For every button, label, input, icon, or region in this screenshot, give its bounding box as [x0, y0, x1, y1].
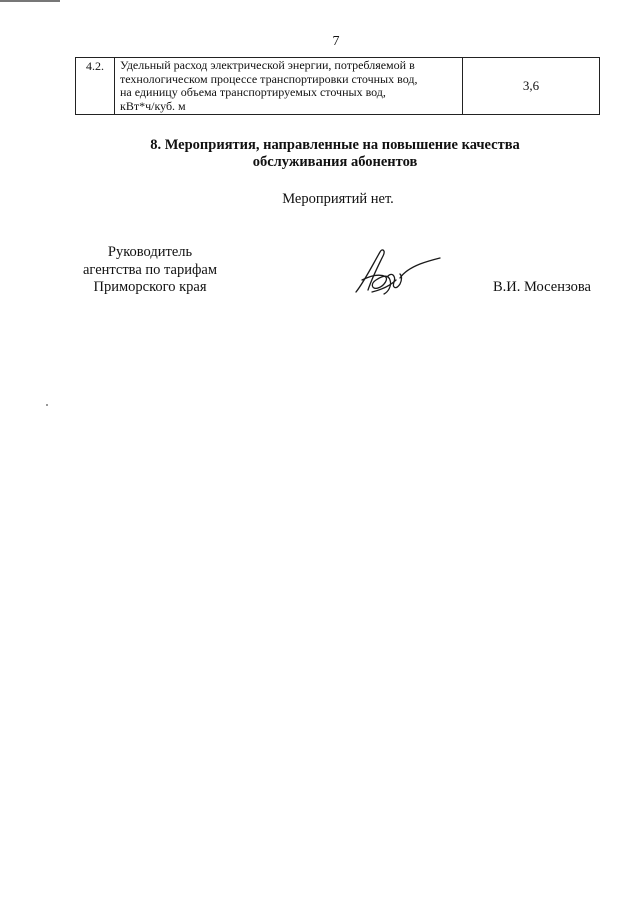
- description-line: на единицу объема транспортируемых сточных вод,: [120, 85, 386, 99]
- handwritten-signature: [350, 246, 442, 302]
- scan-speck: [46, 404, 48, 406]
- row-value-cell: 3,6: [463, 58, 600, 115]
- section-heading-line: 8. Мероприятия, направленные на повышение качества: [150, 137, 520, 153]
- description-line: кВт*ч/куб. м: [120, 98, 186, 113]
- description-line: Удельный расход электрической энергии, потребляемой в: [120, 58, 415, 72]
- signer-position-line: Приморского края: [93, 279, 207, 295]
- row-description-cell: [115, 58, 463, 115]
- signer-name: В.И. Мосензова: [493, 279, 591, 295]
- section-heading-line: обслуживания абонентов: [252, 154, 418, 170]
- section-body-text: Мероприятий нет.: [282, 191, 394, 207]
- description-line: технологическом процессе транспортировки сточных вод,: [120, 71, 418, 86]
- signer-position: [60, 244, 240, 297]
- row-number-cell: 4.2.: [76, 58, 115, 115]
- page-number: 7: [332, 34, 340, 49]
- signer-position-line: Руководитель: [107, 244, 193, 260]
- signer-position-line: агентства по тарифам: [83, 261, 217, 278]
- section-heading: [120, 137, 550, 171]
- scan-edge-mark: [0, 0, 60, 2]
- indicators-table: [75, 57, 600, 115]
- table-row: [76, 58, 600, 115]
